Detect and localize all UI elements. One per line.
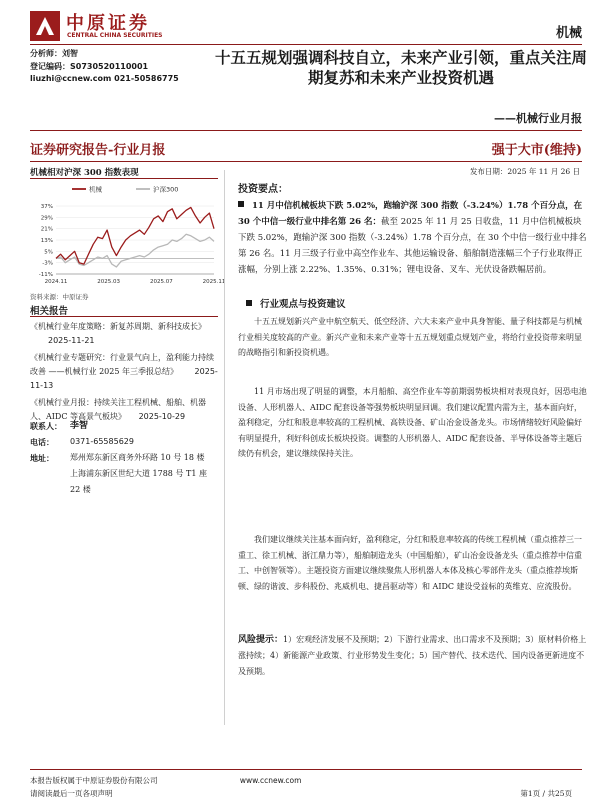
risk-notice xyxy=(238,632,588,680)
page-number: 第1页 / 共25页 xyxy=(520,789,572,798)
chart-source: 资料来源：中原证券 xyxy=(30,293,89,301)
logo-name-cn: 中原证券 xyxy=(66,13,150,34)
company-logo xyxy=(30,9,170,43)
y-tick-label: 5% xyxy=(44,249,53,256)
bullet-square-icon xyxy=(246,300,252,306)
address-label: 地址： xyxy=(30,453,54,463)
logo-name-en: CENTRAL CHINA SECURITIES xyxy=(67,32,163,39)
contact-block xyxy=(30,418,220,498)
analyst-code: 登记编码：S0730520110001 xyxy=(30,61,149,71)
key-point-bullet xyxy=(238,198,588,278)
paragraph-recommendation: 我们建议继续关注基本面向好，盈利稳定，分红和股息率较高的传统工程机械（重点推荐三一重工、徐工机械、浙江鼎力等），船舶制造龙头（中国船舶），矿山冶金设备龙头（重点推荐中信重工、中创智领等）。主题投资方面建议继续聚焦人形机器人本体及核心零部件龙头（重点推荐埃斯顿、绿的谐波、步科股份、兆威机电、捷昌驱动等）和 AIDC 建设受益标的英维克、应流股份。 xyxy=(238,535,582,591)
y-tick-label: 29% xyxy=(40,215,53,222)
report-title: 十五五规划强调科技自立，未来产业引领，重点关注周期复苏和未来产业投资机遇 xyxy=(215,48,588,87)
performance-line-chart xyxy=(30,180,226,290)
column-divider xyxy=(224,170,225,725)
related-report-date: 2025-10-29 xyxy=(138,412,186,421)
copyright-text: 本报告版权属于中原证券股份有限公司 xyxy=(30,776,158,785)
contact-phone: 0371-65585629 xyxy=(70,437,134,446)
x-tick-label: 2025.11 xyxy=(202,279,226,285)
series-line xyxy=(56,234,214,267)
y-tick-label: 21% xyxy=(40,226,53,233)
contact-address-1: 郑州郑东新区商务外环路 10 号 18 楼 xyxy=(70,453,205,462)
related-report-date: 2025-11-21 xyxy=(48,336,95,345)
analyst-name: 分析师：刘智 xyxy=(30,49,78,58)
phone-label: 电话： xyxy=(30,437,54,447)
footer-url-link[interactable]: www.ccnew.com xyxy=(239,776,302,785)
related-reports-rule xyxy=(30,316,218,317)
footer-disclaimer: 请阅读最后一页各项声明 xyxy=(30,789,113,798)
band-bottom-rule xyxy=(30,161,582,162)
footer-rule xyxy=(30,769,582,770)
related-report-item[interactable] xyxy=(30,351,220,393)
analyst-meta xyxy=(30,48,179,86)
contact-address-2: 上海浦东新区世纪大道 1788 号 T1 座 22 楼 xyxy=(70,469,207,494)
chart-title-rule xyxy=(30,178,218,179)
analyst-email[interactable]: liuzhi@ccnew.com 021-50586775 xyxy=(30,74,179,83)
paragraph-strategy: 十五五规划新兴产业中航空航天、低空经济、六大未来产业中具身智能、量子科技都是与机械行业相关度较高的产业。新兴产业和未来产业等十五五规划重点规划产业，将给行业投资带来明显的战略指引和新投资机遇。 xyxy=(238,317,582,357)
section-heading-text: 行业观点与投资建议 xyxy=(260,299,346,310)
y-tick-label: 37% xyxy=(40,204,53,210)
logo-mark-icon xyxy=(30,11,60,41)
contact-name: 李智 xyxy=(70,421,89,431)
industry-label: 机械 xyxy=(555,26,582,41)
related-report-title: 《机械行业专题研究：行业景气向上，盈利能力持续改善 xyxy=(30,353,214,376)
section-heading xyxy=(246,296,346,310)
chart-title: 机械相对沪深 300 指数表现 xyxy=(30,168,139,178)
y-tick-label: 13% xyxy=(40,238,53,244)
related-report-title: 《机械行业年度策略：新复苏周期、新科技成长》 xyxy=(30,322,206,331)
y-tick-label: -11% xyxy=(38,272,53,278)
bullet-square-icon xyxy=(238,201,244,207)
rating-label: 强于大市(维持) xyxy=(491,143,582,158)
key-point-text: 截至 2025 年 11 月 25 日收盘，11 月中信机械板块下跌 5.02%，跑输沪深 300 指数（-3.24%）1.78 个百分点，在 30 个中信一级行业中排名第 26 名。11 月三级子行业中高空作业车、其他运输设备、船舶制造涨幅三个子行业取得正涨幅，分别上涨 2.22%、1.35%、0.31%；锂电设备、叉车、光伏设备跌幅居前。 xyxy=(238,217,587,275)
contact-label: 联系人： xyxy=(30,421,62,431)
related-report-title: 《机械行业月报：持续关注工程机械、船舶、机器人、AIDC 等高景气板块》 xyxy=(30,398,206,421)
x-tick-label: 2024.11 xyxy=(44,279,68,285)
publish-date: 发布日期：2025 年 11 月 26 日 xyxy=(469,167,580,176)
paragraph-market: 11 月市场出现了明显的调整，本月船舶、高空作业车等前期弱势板块相对表现良好，因恐电池设备、人形机器人、AIDC 配套设备等强势板块明显回调。我们建议配置内需为主，基本面向好，盈利稳定，分红和股息率较高的工程机械、高铁设备、矿山冶金设备龙头。市场情绪较好风险偏好有明显提升，利好科创成长板块投资。调整的人形机器人、AIDC 配套设备、半导体设备等主题后续仍有机会，建议继续保持关注。 xyxy=(238,387,587,458)
header-divider xyxy=(30,44,582,45)
key-point-headline: 11 月中信机械板块下跌 5.02%，跑输沪深 300 指数（-3.24%）1.78 个百分点，在 30 个中信一级行业中排名第 26 名： xyxy=(238,201,583,227)
x-tick-label: 2025.07 xyxy=(149,279,173,285)
report-type-band xyxy=(30,134,582,160)
related-reports-list xyxy=(30,320,220,427)
report-subtitle: ——机械行业月报 xyxy=(494,112,582,125)
risk-text: 1）宏观经济发展不及预期；2）下游行业需求、出口需求不及预期；3）原材料价格上涨持续；4）新能源产业政策、行业形势发生变化；5）国产替代、技术迭代、国内设备更新进度不及预期。 xyxy=(238,635,587,676)
related-report-date: 2025-11-13 xyxy=(30,367,218,390)
x-tick-label: 2025.03 xyxy=(97,279,121,285)
key-points-title: 投资要点： xyxy=(238,184,288,195)
related-report-title-cont: ——机械行业 2025 年三季报总结》 xyxy=(48,367,178,376)
legend-label: 机械 xyxy=(89,185,102,194)
risk-label: 风险提示： xyxy=(238,635,284,645)
footer-copyright xyxy=(30,775,301,786)
report-type-label: 证券研究报告-行业月报 xyxy=(30,143,166,158)
band-top-rule xyxy=(30,130,582,131)
legend-label: 沪深300 xyxy=(153,185,179,194)
related-report-item[interactable] xyxy=(30,320,220,348)
related-reports-title: 相关报告 xyxy=(30,306,69,317)
y-tick-label: -3% xyxy=(42,260,53,267)
